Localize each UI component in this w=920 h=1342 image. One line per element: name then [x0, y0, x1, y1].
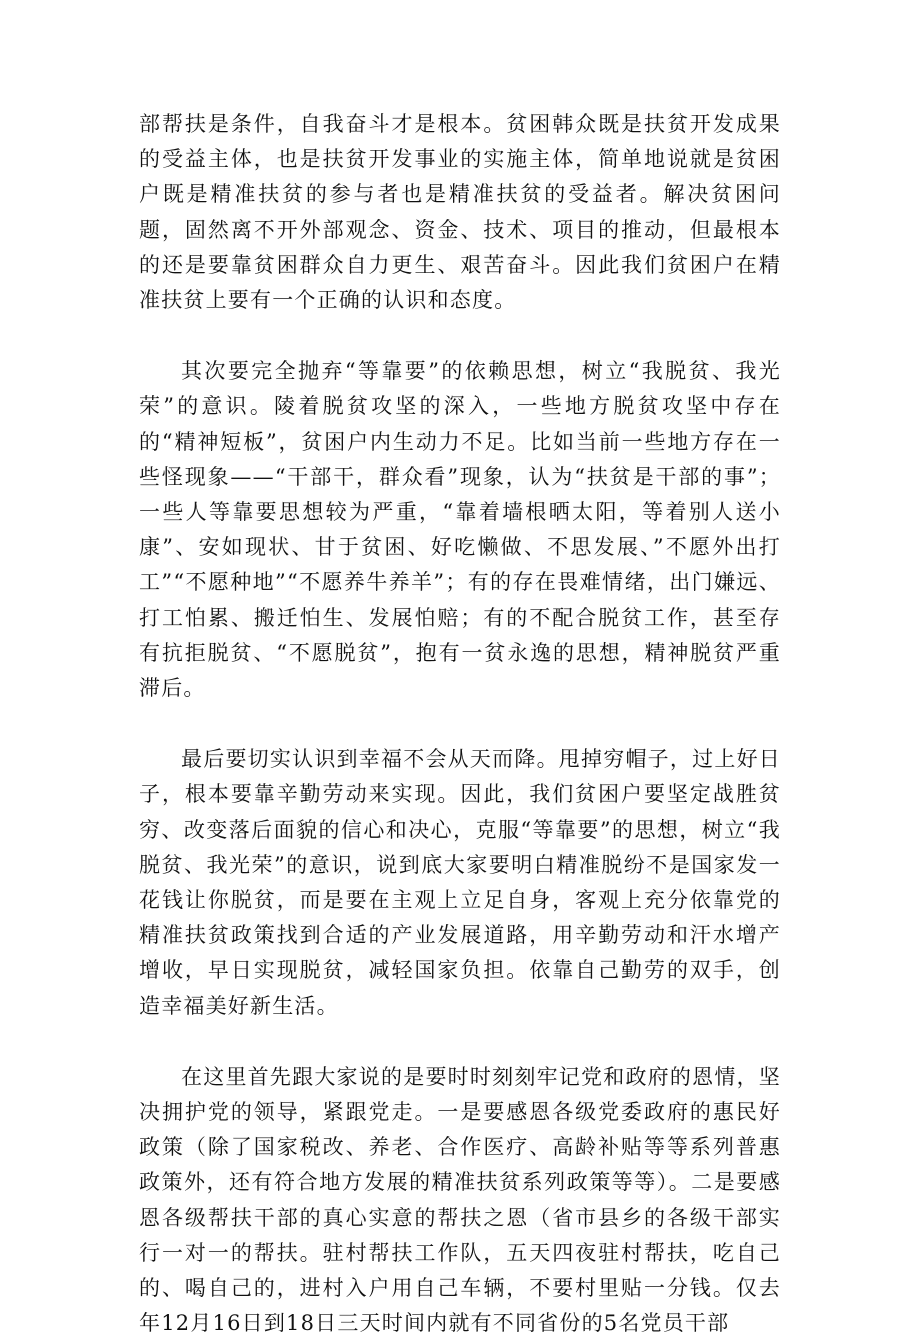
paragraph-gap — [139, 1024, 781, 1060]
document-body — [139, 107, 781, 1342]
paragraph-4: 在这里首先跟大家说的是要时时刻刻牢记党和政府的恩情，坚决拥护党的领导，紧跟党走。一是要感恩各级党委政府的惠民好政策（除了国家税改、养老、合作医疗、高龄补贴等等系列普惠政策外，还有符合地方发展的精准扶贫系列政策等等）。二是要感恩各级帮扶干部的真心实意的帮扶之恩（省市县乡的各级干部实行一对一的帮扶。驻村帮扶工作队，五天四夜驻村帮扶，吃自己的、喝自己的，进村入户用自己车辆，不要村里贴一分钱。仅去年12月16日到18日三天时间内就有不同省份的5名党员干部 — [139, 1064, 781, 1336]
paragraph-gap — [139, 706, 781, 742]
paragraph-3: 最后要切实认识到幸福不会从天而降。甩掉穷帽子，过上好日子，根本要靠辛勤劳动来实现。因此，我们贫困户要坚定战胜贫穷、改变落后面貌的信心和决心，克服“等靠要”的思想，树立“我脱贫、我光荣”的意识，说到底大家要明白精准脱纷不是国家发一花钱让你脱贫，而是要在主观上立足自身，客观上充分依靠党的精准扶贫政策找到合适的产业发展道路，用辛勤劳动和汗水增产增收，早日实现脱贫，减轻国家负担。依靠自己勤劳的双手，创造幸福美好新生活。 — [139, 747, 781, 1018]
paragraph-2: 其次要完全抛弃“等靠要”的依赖思想，树立“我脱贫、我光荣”的意识。陵着脱贫攻坚的深入，一些地方脱贫攻坚中存在的“精神短板”，贫困户内生动力不足。比如当前一些地方存在一些怪现象——“干部干，群众看”现象，认为“扶贫是干部的事”；一些人等靠要思想较为严重，“靠着墙根晒太阳，等着别人送小康”、安如现状、甘于贫困、好吃懒做、不思发展、”不愿外出打工”“不愿种地”“不愿养牛养羊”；有的存在畏难情绪，出门嫌远、打工怕累、搬迁怕生、发展怕赔；有的不配合脱贫工作，甚至存有抗拒脱贫、“不愿脱贫”，抱有一贫永逸的思想，精神脱贫严重滞后。 — [139, 359, 781, 701]
paragraph-gap — [139, 318, 781, 354]
paragraph-1: 部帮扶是条件，自我奋斗才是根本。贫困韩众既是扶贫开发成果的受益主体，也是扶贫开发事业的实施主体，简单地说就是贫困户既是精准扶贫的参与者也是精准扶贫的受益者。解决贫困问题，固然离不开外部观念、资金、技术、项目的推动，但最根本的还是要靠贫困群众自力更生、艰苦奋斗。因此我们贫困户在精准扶贫上要有一个正确的认识和态度。 — [139, 112, 781, 313]
